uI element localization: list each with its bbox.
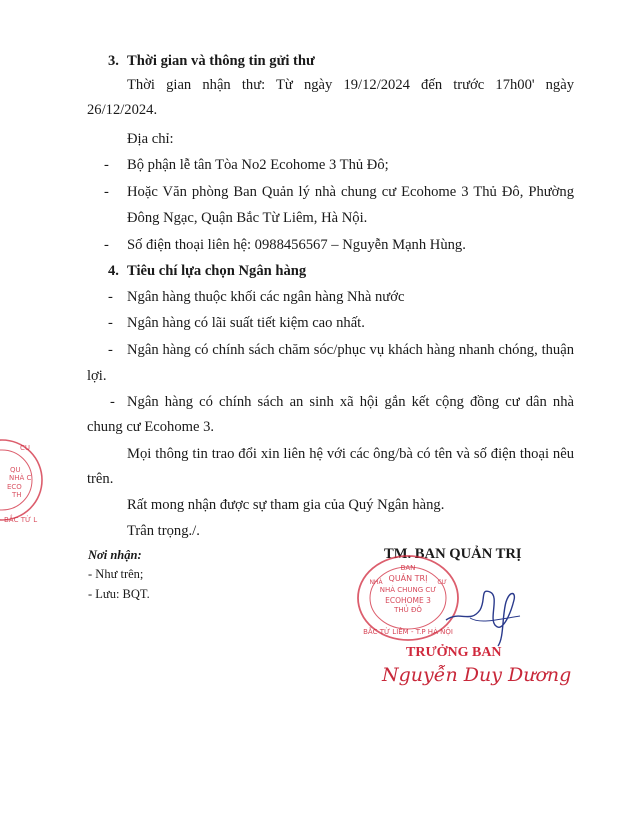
svg-text:BẮC TỪ L: BẮC TỪ L xyxy=(4,516,38,524)
signature-role: TRƯỞNG BAN xyxy=(406,645,502,660)
closing-info-line1: Mọi thông tin trao đổi xin liên hệ với các ông/bà có tên và số điện thoại nêu xyxy=(127,446,574,462)
svg-text:TH: TH xyxy=(12,491,22,499)
address-item-1: Bộ phận lễ tân Tòa No2 Ecohome 3 Thủ Đô; xyxy=(127,157,389,173)
address-label: Địa chỉ: xyxy=(127,131,174,147)
section3-heading: Thời gian và thông tin gửi thư xyxy=(127,53,315,69)
signature-org-title: TM. BAN QUẢN TRỊ xyxy=(384,546,522,562)
section3-time-line2: 26/12/2024. xyxy=(87,102,158,118)
section4-heading: Tiêu chí lựa chọn Ngân hàng xyxy=(127,263,307,279)
criterion-4-line2: chung cư Ecohome 3. xyxy=(87,419,215,435)
margin-stamp xyxy=(0,430,46,530)
recipients-label: Nơi nhận: xyxy=(88,548,142,562)
criterion-1: Ngân hàng thuộc khối các ngân hàng Nhà nước xyxy=(127,289,405,305)
list-dash: - xyxy=(108,315,113,331)
svg-text:NHÀ C: NHÀ C xyxy=(9,474,32,482)
criterion-3-line1: Ngân hàng có chính sách chăm sóc/phục vụ khách hàng nhanh chóng, thuận xyxy=(127,342,574,358)
closing-regards: Trân trọng./. xyxy=(127,523,200,539)
recipient-item: - Lưu: BQT. xyxy=(88,587,150,601)
svg-text:ECO: ECO xyxy=(7,483,22,491)
list-dash: - xyxy=(104,157,109,173)
signature-name: Nguyễn Duy Dương xyxy=(382,664,572,686)
section3-number: 3. xyxy=(108,53,119,69)
criterion-2: Ngân hàng có lãi suất tiết kiệm cao nhất. xyxy=(127,315,365,331)
criterion-3-line2: lợi. xyxy=(87,368,107,384)
criterion-4-line1: Ngân hàng có chính sách an sinh xã hội gắn kết cộng đồng cư dân nhà xyxy=(127,394,574,410)
svg-text:CU: CU xyxy=(20,444,31,452)
svg-text:QUẢN TRỊ: QUẢN TRỊ xyxy=(388,574,428,583)
recipient-item: - Như trên; xyxy=(88,567,144,581)
list-dash: - xyxy=(108,289,113,305)
closing-hope: Rất mong nhận được sự tham gia của Quý Ngân hàng. xyxy=(127,497,445,513)
svg-text:THỦ ĐÔ: THỦ ĐÔ xyxy=(394,606,422,614)
section3-time-line1: Thời gian nhận thư: Từ ngày 19/12/2024 đến trước 17h00' ngày xyxy=(127,77,574,93)
svg-text:BẮC TỪ LIÊM - T.P HÀ NỘI: BẮC TỪ LIÊM - T.P HÀ NỘI xyxy=(363,628,453,636)
list-dash: - xyxy=(108,342,113,358)
address-item-2-line1: Hoặc Văn phòng Ban Quản lý nhà chung cư Ecohome 3 Thủ Đô, Phường xyxy=(127,184,574,200)
svg-text:NHÀ: NHÀ xyxy=(369,579,383,586)
svg-text:CƯ: CƯ xyxy=(437,579,447,586)
address-item-2-line2: Đông Ngạc, Quận Bắc Từ Liêm, Hà Nội. xyxy=(127,210,368,226)
closing-info-line2: trên. xyxy=(87,471,114,487)
list-dash: - xyxy=(110,394,115,410)
list-dash: - xyxy=(104,184,109,200)
section4-number: 4. xyxy=(108,263,119,279)
svg-text:QU: QU xyxy=(10,466,21,474)
handwritten-signature xyxy=(440,580,530,650)
address-item-3: Số điện thoại liên hệ: 0988456567 – Nguyễn Mạnh Hùng. xyxy=(127,237,466,253)
list-dash: - xyxy=(104,237,109,253)
svg-text:ECOHOME 3: ECOHOME 3 xyxy=(385,596,431,605)
svg-text:BAN: BAN xyxy=(400,564,416,572)
svg-text:NHÀ CHUNG CƯ: NHÀ CHUNG CƯ xyxy=(379,586,437,594)
